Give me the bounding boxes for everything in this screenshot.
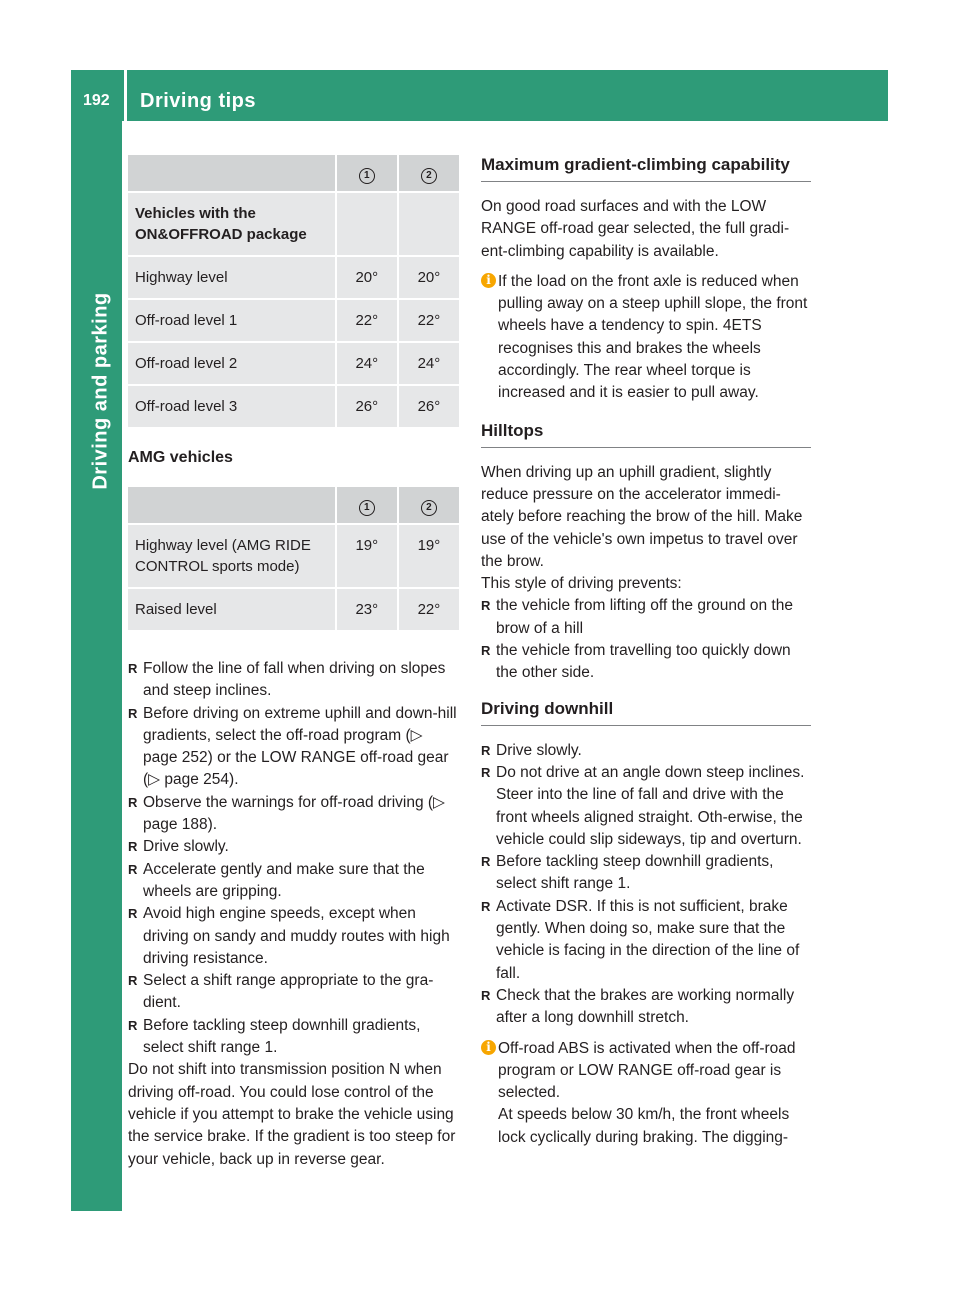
row-value-2: 24° <box>397 343 459 386</box>
table-row <box>128 525 459 589</box>
list-item: R Accelerate gently and make sure that the wheels are gripping. <box>128 859 459 904</box>
page-header <box>71 70 888 121</box>
max-gradient-heading: Maximum gradient-climbing capability <box>481 155 811 182</box>
row-value-1: 24° <box>335 343 397 386</box>
info-note <box>481 271 811 405</box>
row-value-1: 23° <box>335 589 397 632</box>
row-label: Highway level <box>128 257 335 300</box>
table-header-row <box>128 155 459 193</box>
row-value-2: 26° <box>397 386 459 429</box>
downhill-list <box>481 740 811 1030</box>
table-header-row <box>128 487 459 525</box>
row-label: Highway level (AMG RIDE CONTROL sports mode) <box>128 525 335 589</box>
row-value-2: 19° <box>397 525 459 589</box>
hilltops-heading: Hilltops <box>481 421 811 448</box>
row-value-2: 22° <box>397 589 459 632</box>
list-item: R the vehicle from lifting off the ground on the brow of a hill <box>481 595 811 640</box>
list-item: R Select a shift range appropriate to the gra-dient. <box>128 970 459 1015</box>
info-note <box>481 1038 811 1149</box>
row-label: Raised level <box>128 589 335 632</box>
list-item: R Follow the line of fall when driving on slopes and steep inclines. <box>128 658 459 703</box>
table-row <box>128 300 459 343</box>
row-value-1: 20° <box>335 257 397 300</box>
table-row <box>128 257 459 300</box>
info-icon: i <box>481 273 496 288</box>
info-note-continued: At speeds below 30 km/h, the front wheels lock cyclically during braking. The digging- <box>498 1106 790 1146</box>
side-tab <box>71 121 122 1211</box>
list-item: R Activate DSR. If this is not sufficient, brake gently. When doing so, make sure that the vehicle is facing in the direction of the line of fall. <box>481 896 811 985</box>
page-number: 192 <box>83 92 110 109</box>
row-value-2: 22° <box>397 300 459 343</box>
list-item: R Observe the warnings for off-road driving (▷ page 188). <box>128 792 459 837</box>
gradient-table-onoffroad <box>128 155 459 429</box>
table-header-blank <box>128 487 335 525</box>
list-item: R Drive slowly. <box>128 836 459 858</box>
left-column <box>128 155 459 1171</box>
table-row <box>128 386 459 429</box>
list-item: R the vehicle from travelling too quickly down the other side. <box>481 640 811 685</box>
info-icon: i <box>481 1040 496 1055</box>
table-group-label: Vehicles with the ON&OFFROAD package <box>128 193 335 257</box>
row-value-1: 26° <box>335 386 397 429</box>
list-item: R Do not drive at an angle down steep inclines. Steer into the line of fall and drive with the front wheels aligned straight. Oth-erwise, the vehicle could slip sideways, tip and overturn. <box>481 762 811 851</box>
list-item: R Before tackling steep downhill gradients, select shift range 1. <box>128 1015 459 1060</box>
row-value-1: 19° <box>335 525 397 589</box>
gradient-table-amg <box>128 487 459 632</box>
table-row <box>128 589 459 632</box>
header-divider <box>124 70 127 121</box>
transmission-warning-paragraph: Do not shift into transmission position N when driving off-road. You could lose control of the vehicle if you attempt to brake the vehicle using the service brake. If the gradient is too steep for your vehicle, back up in reverse gear. <box>128 1061 456 1168</box>
list-item: R Before tackling steep downhill gradients, select shift range 1. <box>481 851 811 896</box>
info-note-text: If the load on the front axle is reduced when pulling away on a steep uphill slope, the front wheels have a tendency to spin. 4ETS recognises this and brakes the wheels accordingly. The rear wheel torque is increased and it is easier to pull away. <box>498 272 808 402</box>
table-row <box>128 343 459 386</box>
circled-2-icon: 2 <box>421 168 437 184</box>
row-label: Off-road level 2 <box>128 343 335 386</box>
max-gradient-body: On good road surfaces and with the LOW RANGE off-road gear selected, the full gradi-ent-climbing capability is available. <box>481 198 790 260</box>
row-value-2: 20° <box>397 257 459 300</box>
info-note-text: Off-road ABS is activated when the off-road program or LOW RANGE off-road gear is selected. <box>498 1039 796 1102</box>
hilltops-prevents-intro: This style of driving prevents: <box>481 575 682 593</box>
table-header-col2 <box>397 487 459 525</box>
downhill-heading: Driving downhill <box>481 699 811 726</box>
list-item: R Avoid high engine speeds, except when driving on sandy and muddy routes with high driving resistance. <box>128 903 459 970</box>
row-label: Off-road level 1 <box>128 300 335 343</box>
table-group-row <box>128 193 459 257</box>
table-header-col1 <box>335 487 397 525</box>
circled-1-icon: 1 <box>359 168 375 184</box>
circled-1-icon: 1 <box>359 500 375 516</box>
list-item: R Check that the brakes are working normally after a long downhill stretch. <box>481 985 811 1030</box>
side-tab-label: Driving and parking <box>89 292 112 490</box>
hilltops-list <box>481 595 811 684</box>
right-column <box>481 155 811 1149</box>
hilltops-body: When driving up an uphill gradient, slightly reduce pressure on the accelerator immedi-ately before reaching the brow of the hill. Make use of the vehicle's own impetus to travel over the brow. <box>481 463 803 570</box>
circled-2-icon: 2 <box>421 500 437 516</box>
table-header-col1 <box>335 155 397 193</box>
list-item: R Before driving on extreme uphill and down-hill gradients, select the off-road program (▷ page 252) or the LOW RANGE off-road gear (▷ page 254). <box>128 703 459 792</box>
row-label: Off-road level 3 <box>128 386 335 429</box>
table-header-blank <box>128 155 335 193</box>
offroad-tips-list <box>128 658 459 1059</box>
page-title: Driving tips <box>140 90 257 112</box>
amg-vehicles-heading: AMG vehicles <box>128 449 233 466</box>
table-header-col2 <box>397 155 459 193</box>
row-value-1: 22° <box>335 300 397 343</box>
list-item: R Drive slowly. <box>481 740 811 762</box>
